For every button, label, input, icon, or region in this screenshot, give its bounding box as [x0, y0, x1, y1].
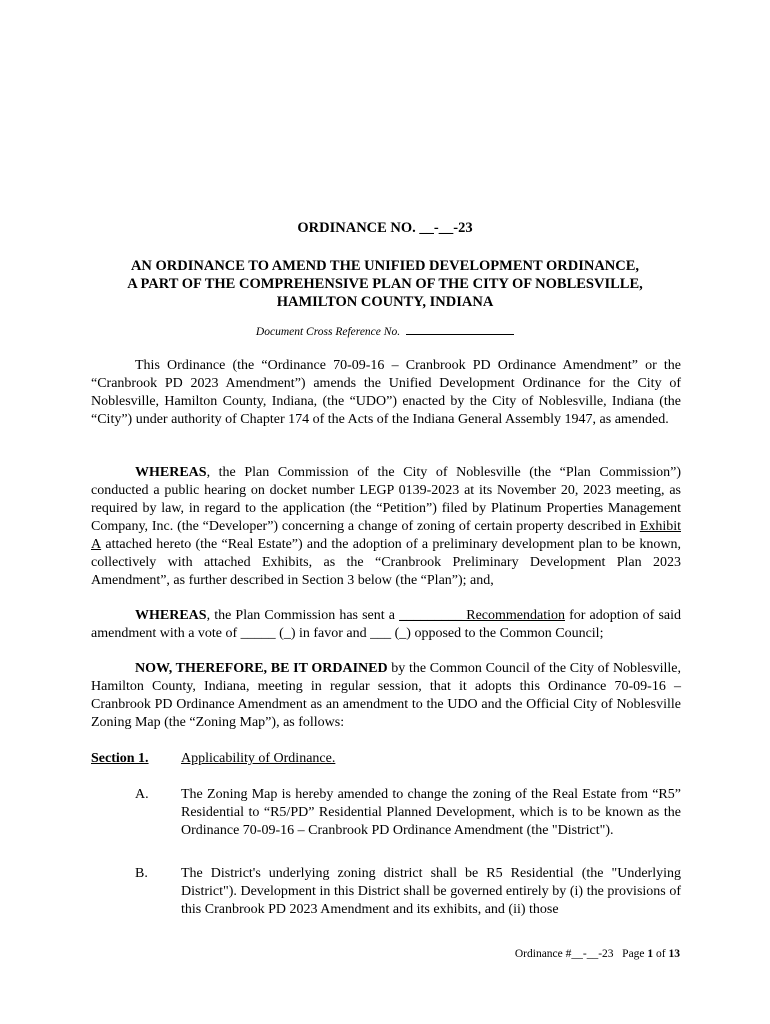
whereas-1-text-b: attached hereto (the “Real Estate”) and the adoption of a preliminary development plan to be known, collectively with attached Exhibits, as the “Cranbrook Preliminary Development Plan 2023 Amendment”, as further described in Section 3 below (the “Plan”); and,: [91, 537, 681, 588]
title-line-3: HAMILTON COUNTY, INDIANA: [276, 294, 494, 310]
item-letter-a: A.: [135, 787, 149, 802]
cross-reference-label: Document Cross Reference No.: [255, 326, 401, 338]
footer-page-total: 13: [668, 948, 680, 960]
exhibit-a-ref: Exhibit A: [91, 519, 681, 552]
whereas-2-text-b: for adoption of said amendment with a vote of _____ (_) in favor and ___ (_) opposed to the Common Council;: [91, 608, 681, 641]
now-therefore-lead: NOW, THEREFORE, BE IT ORDAINED: [135, 661, 388, 676]
page-footer: [515, 948, 680, 960]
whereas-paragraph-1: [91, 464, 681, 590]
title-line-2: A PART OF THE COMPREHENSIVE PLAN OF THE CITY OF NOBLESVILLE,: [127, 276, 643, 292]
intro-text: This Ordinance (the “Ordinance 70-09-16 – Cranbrook PD Ordinance Amendment” or the “Cranbrook PD 2023 Amendment”) amends the Unified Development Ordinance for the City of Noblesville, Hamilton County, Indiana, (the “UDO”) enacted by the City of Noblesville, Indiana (the “City”) under authority of Chapter 174 of the Acts of the Indiana General Assembly 1947, as amended.: [91, 358, 681, 427]
section-1-heading: [91, 750, 335, 768]
intro-paragraph: [91, 357, 681, 429]
title-line-1: AN ORDINANCE TO AMEND THE UNIFIED DEVELOPMENT ORDINANCE,: [130, 258, 640, 274]
whereas-1-text-a: , the Plan Commission of the City of Noblesville (the “Plan Commission”) conducted a public hearing on docket number LEGP 0139-2023 at its November 20, 2023 meeting, as required by law, in regard to the application (the “Petition”) filed by Platinum Properties Management Company, Inc. (the “Developer”) concerning a change of zoning of certain property described in: [91, 465, 681, 534]
cross-reference: [0, 324, 770, 338]
list-item-a: [135, 786, 681, 840]
whereas-lead-1: WHEREAS: [135, 465, 207, 480]
item-text-b: The District's underlying zoning district shall be R5 Residential (the "Underlying District"). Development in this District shall be governed entirely by (i) the provisions of this Cranbrook PD 2023 Amendment and its exhibits, and (ii) those: [181, 866, 681, 917]
recommendation-blank: _________ Recommendation: [399, 608, 565, 623]
ordinance-number: ORDINANCE NO. __-__-23: [297, 220, 473, 236]
list-item-b: [135, 865, 681, 919]
section-title: Applicability of Ordinance.: [181, 751, 336, 766]
item-letter-b: B.: [135, 866, 148, 881]
whereas-lead-2: WHEREAS: [135, 608, 207, 623]
whereas-2-text-a: , the Plan Commission has sent a: [206, 608, 400, 623]
now-therefore-paragraph: [91, 660, 681, 732]
footer-page-label: Page: [622, 948, 648, 960]
cross-reference-blank: [406, 324, 514, 335]
footer-of: of: [653, 948, 669, 960]
whereas-paragraph-2: [91, 607, 681, 643]
ordinance-title: [60, 257, 710, 311]
item-text-a: The Zoning Map is hereby amended to change the zoning of the Real Estate from “R5” Residential to “R5/PD” Residential Planned Development, which is to be known as the Ordinance 70-09-16 – Cranbrook PD Ordinance Amendment (the "District").: [181, 787, 681, 838]
footer-ordinance: Ordinance #__-__-23: [514, 948, 614, 960]
now-therefore-text: by the Common Council of the City of Noblesville, Hamilton County, Indiana, meeting in regular session, that it adopts this Ordinance 70-09-16 – Cranbrook PD Ordinance Amendment as an amendment to the UDO and the Official City of Noblesville Zoning Map (the “Zoning Map”), as follows:: [91, 661, 681, 730]
footer-page-current: 1: [647, 948, 654, 960]
section-number: Section 1.: [91, 751, 149, 766]
